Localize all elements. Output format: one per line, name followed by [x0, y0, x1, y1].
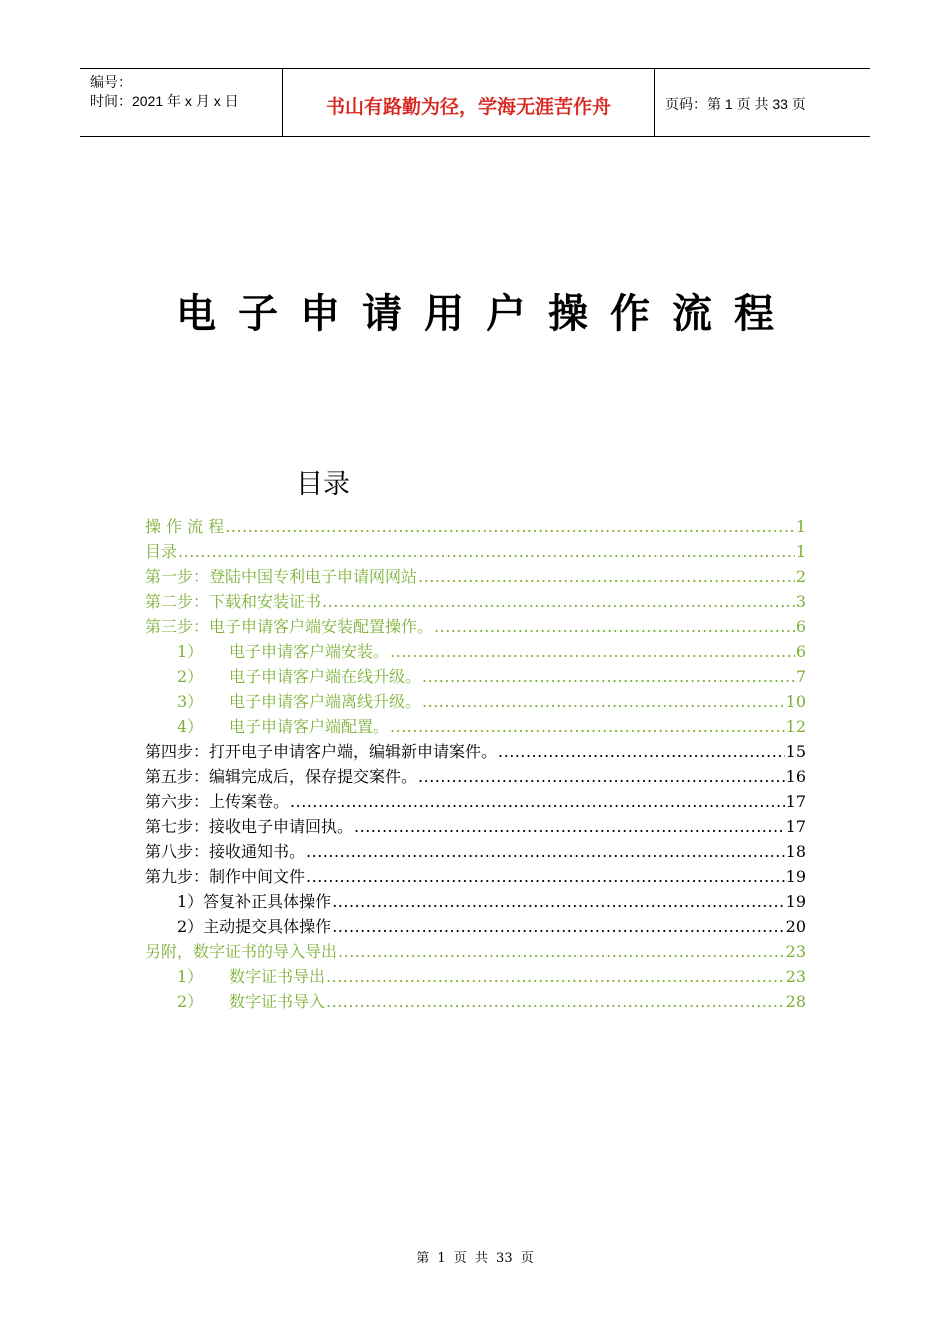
toc-entry-title: 数字证书导出: [229, 967, 326, 986]
toc-entry[interactable]: [145, 964, 806, 989]
toc-entry[interactable]: [145, 789, 806, 814]
toc-entry-page: 17: [785, 792, 806, 811]
toc-entry[interactable]: [145, 589, 806, 614]
toc-entry-page: 20: [785, 917, 806, 936]
toc-entry[interactable]: [145, 564, 806, 589]
toc-entry[interactable]: [145, 514, 806, 539]
toc-entry-page: 28: [785, 992, 806, 1011]
toc-leader-dots: [390, 714, 785, 739]
toc-entry-number: 3）: [177, 692, 204, 711]
toc-entry-title: 第二步：下载和安装证书: [145, 592, 322, 611]
toc-entry-title: 电子申请客户端在线升级。: [229, 667, 422, 686]
document-date-label: 时间：2021 年 x 月 x 日: [90, 93, 239, 109]
toc-entry-page: 23: [785, 942, 806, 961]
toc-entry-number: 1）: [177, 967, 204, 986]
table-of-contents: [145, 514, 806, 1014]
toc-entry-title: 第六步：上传案卷。: [145, 792, 290, 811]
toc-entry-page: 15: [785, 742, 806, 761]
toc-entry-page: 2: [795, 567, 806, 586]
toc-entry-page: 7: [795, 667, 806, 686]
toc-entry[interactable]: [145, 539, 806, 564]
toc-leader-dots: [326, 989, 785, 1014]
toc-leader-dots: [418, 764, 785, 789]
toc-entry[interactable]: [145, 689, 806, 714]
toc-entry[interactable]: [145, 714, 806, 739]
toc-entry-title: 电子申请客户端离线升级。: [229, 692, 422, 711]
toc-entry-page: 23: [785, 967, 806, 986]
toc-entry-page: 19: [785, 867, 806, 886]
toc-leader-dots: [422, 664, 795, 689]
toc-entry-title: 目录: [145, 542, 178, 561]
toc-entry-title: 第四步：打开电子申请客户端，编辑新申请案件。: [145, 742, 498, 761]
toc-leader-dots: [332, 889, 784, 914]
toc-entry-title: 第七步：接收电子申请回执。: [145, 817, 354, 836]
header-left-cell: [80, 69, 283, 136]
toc-entry-title: 第九步：制作中间文件: [145, 867, 306, 886]
toc-entry-title: 第三步：电子申请客户端安装配置操作。: [145, 617, 434, 636]
header-middle-cell: [283, 69, 655, 136]
toc-entry-number: 2）: [177, 992, 204, 1011]
toc-entry-title: 电子申请客户端安装。: [229, 642, 390, 661]
toc-entry-page: 12: [785, 717, 806, 736]
toc-entry-title: 电子申请客户端配置。: [229, 717, 390, 736]
toc-leader-dots: [225, 514, 795, 539]
toc-entry[interactable]: [145, 639, 806, 664]
toc-leader-dots: [326, 964, 785, 989]
toc-entry[interactable]: [145, 914, 806, 939]
toc-entry-title: 1）答复补正具体操作: [177, 892, 332, 911]
header-motto: 书山有路勤为径，学海无涯苦作舟: [325, 96, 611, 118]
toc-entry-page: 1: [795, 542, 806, 561]
toc-entry-title: 第八步：接收通知书。: [145, 842, 306, 861]
toc-leader-dots: [434, 614, 795, 639]
toc-heading: 目录: [296, 469, 350, 500]
toc-entry-page: 10: [785, 692, 806, 711]
toc-leader-dots: [354, 814, 785, 839]
toc-entry[interactable]: [145, 889, 806, 914]
toc-entry-page: 6: [795, 642, 806, 661]
toc-entry-number: 1）: [177, 642, 204, 661]
toc-entry-page: 6: [795, 617, 806, 636]
toc-leader-dots: [418, 564, 795, 589]
toc-leader-dots: [498, 739, 785, 764]
toc-entry-number: 2）: [177, 667, 204, 686]
toc-entry-title: 第五步：编辑完成后，保存提交案件。: [145, 767, 418, 786]
toc-entry-page: 19: [785, 892, 806, 911]
toc-entry-page: 1: [795, 517, 806, 536]
toc-entry[interactable]: [145, 664, 806, 689]
toc-leader-dots: [306, 864, 785, 889]
toc-entry[interactable]: [145, 864, 806, 889]
toc-entry-title: 数字证书导入: [229, 992, 326, 1011]
toc-leader-dots: [338, 939, 785, 964]
toc-leader-dots: [178, 539, 795, 564]
toc-entry[interactable]: [145, 764, 806, 789]
toc-entry[interactable]: [145, 989, 806, 1014]
toc-entry-page: 3: [795, 592, 806, 611]
toc-entry-title: 操 作 流 程: [145, 517, 225, 536]
page-footer: 第 1 页 共 33 页: [416, 1251, 534, 1266]
toc-leader-dots: [290, 789, 785, 814]
toc-entry-number: 4）: [177, 717, 204, 736]
header-page-label: 页码：第 1 页 共 33 页: [665, 96, 806, 112]
document-title: 电子申请用户操作流程: [176, 291, 796, 337]
toc-leader-dots: [332, 914, 784, 939]
toc-entry[interactable]: [145, 814, 806, 839]
toc-entry[interactable]: [145, 739, 806, 764]
toc-leader-dots: [306, 839, 785, 864]
page-header: [80, 68, 870, 137]
toc-leader-dots: [422, 689, 785, 714]
header-right-cell: [655, 69, 870, 136]
toc-entry[interactable]: [145, 939, 806, 964]
toc-entry-title: 第一步：登陆中国专利电子申请网网站: [145, 567, 418, 586]
toc-leader-dots: [390, 639, 795, 664]
toc-entry-title: 2）主动提交具体操作: [177, 917, 332, 936]
toc-leader-dots: [322, 589, 795, 614]
toc-entry-page: 16: [785, 767, 806, 786]
toc-entry-page: 17: [785, 817, 806, 836]
toc-entry-page: 18: [785, 842, 806, 861]
document-number-label: 编号：: [90, 74, 132, 90]
toc-entry[interactable]: [145, 839, 806, 864]
toc-entry-title: 另附，数字证书的导入导出: [145, 942, 338, 961]
toc-entry[interactable]: [145, 614, 806, 639]
